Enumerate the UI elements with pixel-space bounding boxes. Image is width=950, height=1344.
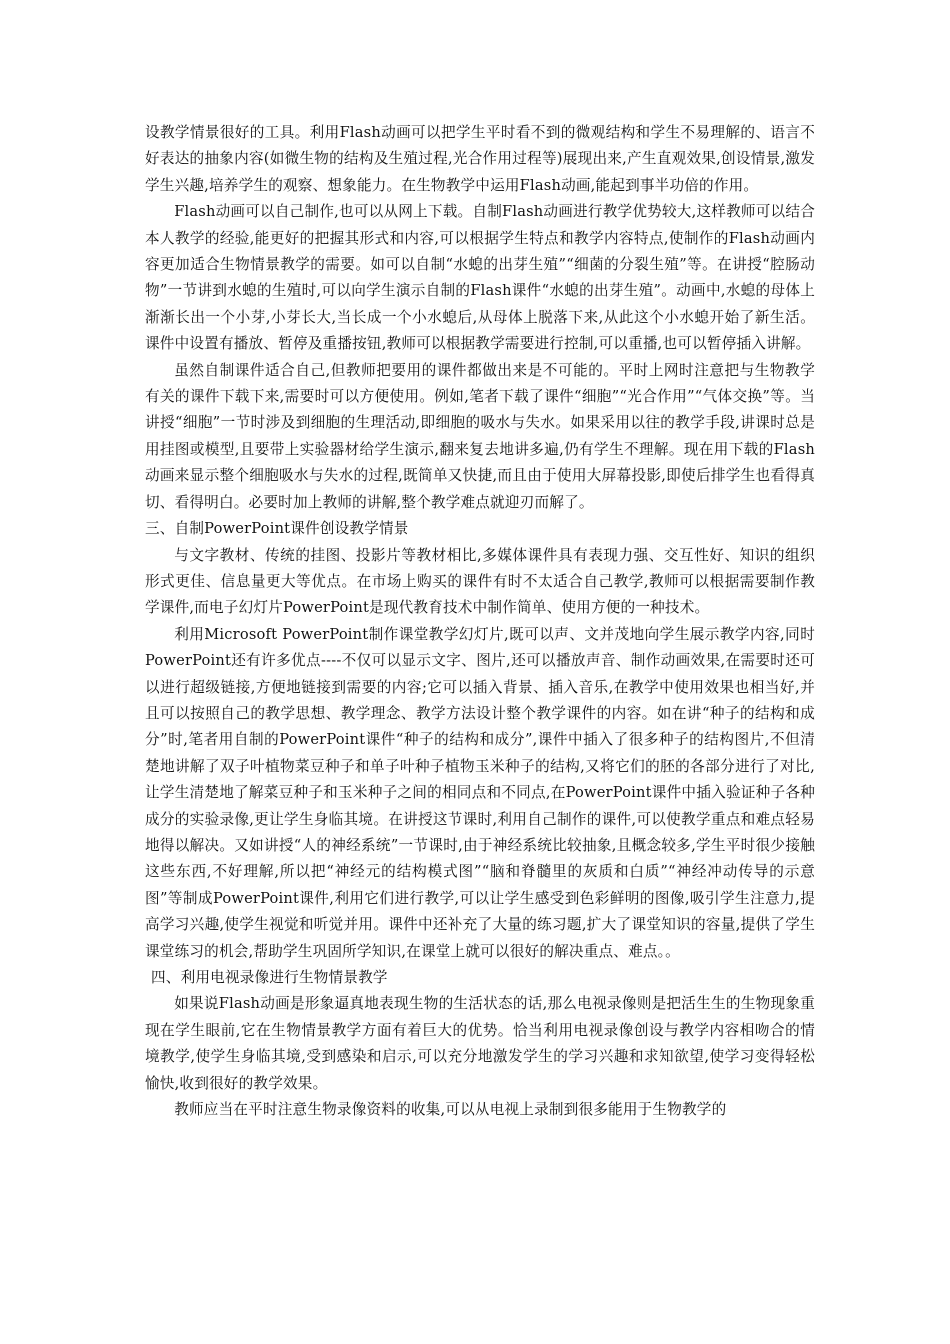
- document-body: [145, 120, 815, 1123]
- paragraph-multimedia-advantages: 与文字教材、传统的挂图、投影片等教材相比,多媒体课件具有表现力强、交互性好、知识的组织形式更佳、信息量更大等优点。在市场上购买的课件有时不太适合自己教学,教师可以根据需要制作教学课件,而电子幻灯片PowerPoint是现代教育技术中制作简单、使用方便的一种技术。: [145, 546, 815, 617]
- paragraph-flash-intro-continued: 设教学情景很好的工具。利用Flash动画可以把学生平时看不到的微观结构和学生不易理解的、语言不好表达的抽象内容(如微生物的结构及生殖过程,光合作用过程等)展现出来,产生直观效果,创设情景,激发学生兴趣,培养学生的观察、想象能力。在生物教学中运用Flash动画,能起到事半功倍的作用。: [145, 124, 815, 194]
- section-heading-powerpoint: 三、自制PowerPoint课件创设教学情景: [145, 520, 409, 538]
- section-heading-video: 四、利用电视录像进行生物情景教学: [151, 969, 388, 986]
- paragraph-video-collection: 教师应当在平时注意生物录像资料的收集,可以从电视上录制到很多能用于生物教学的: [174, 1101, 727, 1119]
- paragraph-video-advantages: 如果说Flash动画是形象逼真地表现生物的生活状态的话,那么电视录像则是把活生生的生物现象重现在学生眼前,它在生物情景教学方面有着巨大的优势。恰当利用电视录像创设与教学内容相吻合的情境教学,使学生身临其境,受到感染和启示,可以充分地激发学生的学习兴趣和求知欲望,使学习变得轻松愉快,收到很好的教学效果。: [145, 995, 815, 1092]
- paragraph-flash-download: 虽然自制课件适合自己,但教师把要用的课件都做出来是不可能的。平时上网时注意把与生物教学有关的课件下载下来,需要时可以方便使用。例如,笔者下载了课件“细胞”“光合作用”“气体交换”等。当讲授“细胞”一节时涉及到细胞的生理活动,即细胞的吸水与失水。如果采用以往的教学手段,讲课时总是用挂图或模型,且要带上实验器材给学生演示,翻来复去地讲多遍,仍有学生不理解。现在用下载的Flash动画来显示整个细胞吸水与失水的过程,既简单又快捷,而且由于使用大屏幕投影,即使后排学生也看得真切、看得明白。必要时加上教师的讲解,整个教学难点就迎刃而解了。: [145, 361, 815, 511]
- paragraph-flash-self-made: Flash动画可以自己制作,也可以从网上下载。自制Flash动画进行教学优势较大,这样教师可以结合本人教学的经验,能更好的把握其形式和内容,可以根据学生特点和教学内容特点,使制作的Flash动画内容更加适合生物情景教学的需要。如可以自制“水螅的出芽生殖”“细菌的分裂生殖”等。在讲授“腔肠动物”一节讲到水螅的生殖时,可以向学生演示自制的Flash课件“水螅的出芽生殖”。动画中,水螅的母体上渐渐长出一个小芽,小芽长大,当长成一个小水螅后,从母体上脱落下来,从此这个小水螅开始了新生活。课件中设置有播放、暂停及重播按钮,教师可以根据教学需要进行控制,可以重播,也可以暂停插入讲解。: [145, 203, 815, 353]
- paragraph-powerpoint-usage: 利用Microsoft PowerPoint制作课堂教学幻灯片,既可以声、文并茂地向学生展示教学内容,同时PowerPoint还有许多优点----不仅可以显示文字、图片,还可以播放声音、制作动画效果,在需要时还可以进行超级链接,方便地链接到需要的内容;它可以插入背景、插入音乐,在教学中使用效果也相当好,并且可以按照自己的教学思想、教学理念、教学方法设计整个教学课件的内容。如在讲“种子的结构和成分”时,笔者用自制的PowerPoint课件“种子的结构和成分”,课件中插入了很多种子的结构图片,不但清楚地讲解了双子叶植物菜豆种子和单子叶种子植物玉米种子的结构,又将它们的胚的各部分进行了对比,让学生清楚地了解菜豆种子和玉米种子之间的相同点和不同点,在PowerPoint课件中插入验证种子各种成分的实验录像,更让学生身临其境。在讲授这节课时,利用自己制作的课件,可以使教学重点和难点轻易地得以解决。又如讲授“人的神经系统”一节课时,由于神经系统比较抽象,且概念较多,学生平时很少接触这些东西,不好理解,所以把“神经元的结构模式图”“脑和脊髓里的灰质和白质”“神经冲动传导的示意图”等制成PowerPoint课件,利用它们进行教学,可以让学生感受到色彩鲜明的图像,吸引学生注意力,提高学习兴趣,使学生视觉和听觉并用。课件中还补充了大量的练习题,扩大了课堂知识的容量,提供了学生课堂练习的机会,帮助学生巩固所学知识,在课堂上就可以很好的解决重点、难点。。: [145, 625, 815, 960]
